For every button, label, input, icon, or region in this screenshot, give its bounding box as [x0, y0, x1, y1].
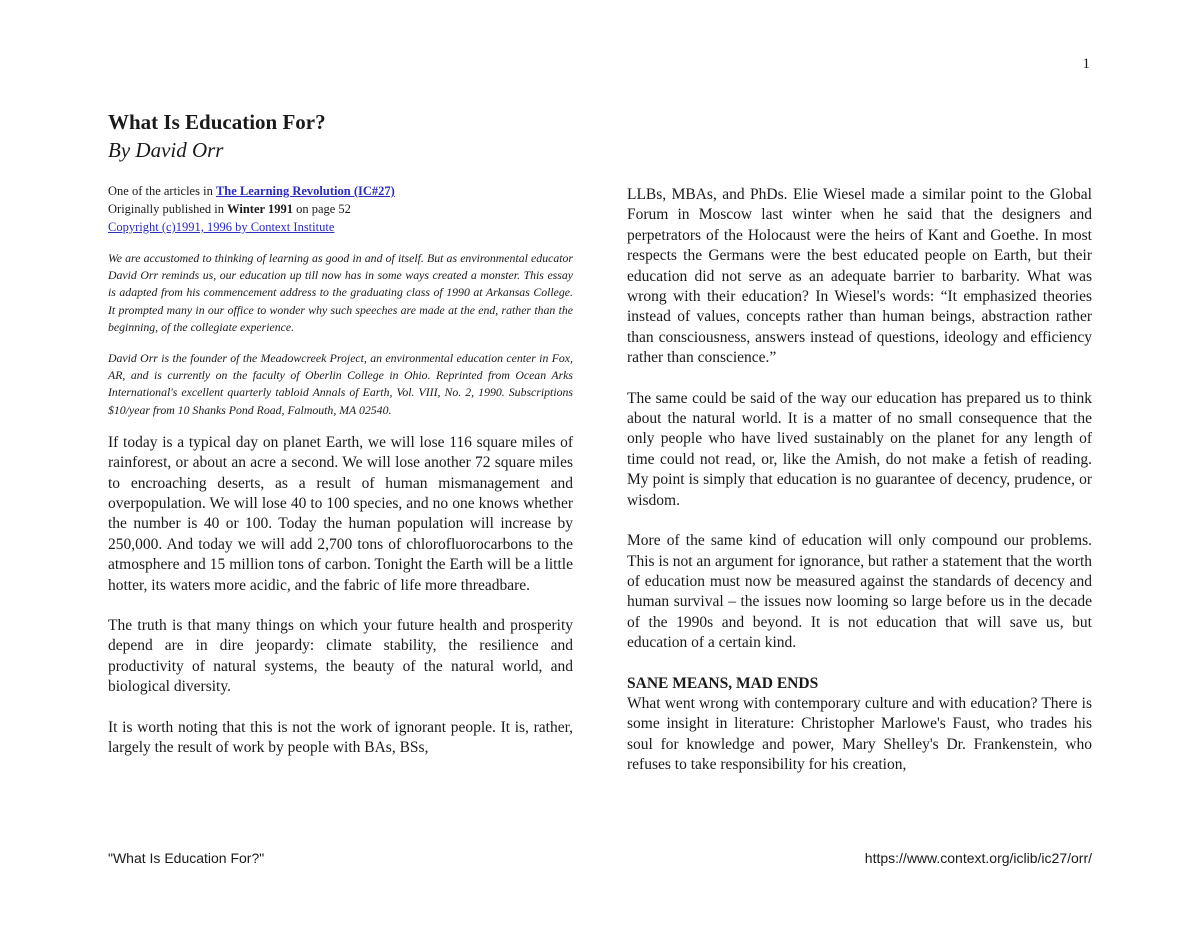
- body-paragraph: The truth is that many things on which your future health and prosperity depend are in dire jeopardy: climate stability, the resilience and productivity of natural systems, the beauty of the natural world, and biological diversity.: [108, 617, 573, 696]
- article-byline: By David Orr: [108, 138, 224, 162]
- left-column: [108, 108, 573, 779]
- published-line: [108, 200, 573, 218]
- footer-url: https://www.context.org/iclib/ic27/orr/: [864, 850, 1092, 866]
- body-paragraph: The same could be said of the way our education has prepared us to think about the natural world. It is a matter of no small consequence that the only people who have lived sustainably on the planet for any length of time could not read, or, like the Amish, do not make a fetish of reading. My point is simply that education is no guarantee of decency, prudence, or wisdom.: [627, 389, 1092, 509]
- published-date: Winter 1991: [227, 202, 293, 216]
- source-prefix: One of the articles in: [108, 184, 216, 198]
- body-paragraph: LLBs, MBAs, and PhDs. Elie Wiesel made a similar point to the Global Forum in Moscow last winter when he said that the designers and perpetrators of the Holocaust were the heirs of Kant and Goethe. In most respects the Germans were the best educated people on Earth, but their education did not serve as an adequate barrier to barbarity. What was wrong with their education? In Wiesel's words: “It emphasized theories instead of values, concepts rather than human beings, abstraction rather than consciousness, answers instead of questions, ideology and efficiency rather than conscience.”: [627, 186, 1092, 367]
- intro-blurb: We are accustomed to thinking of learning as good in and of itself. But as environmental educator David Orr reminds us, our education up till now has in some ways created a monster. This essay is adapted from his commencement address to the graduating class of 1990 at Arkansas College. It prompted many in our office to wonder why such speeches are made at the end, rather than the beginning, of the collegiate experience.: [108, 251, 573, 334]
- section-heading: SANE MEANS, MAD ENDS: [627, 674, 819, 692]
- published-prefix: Originally published in: [108, 202, 228, 216]
- author-bio-blurb: David Orr is the founder of the Meadowcreek Project, an environmental education center in Fox, AR, and is currently on the faculty of Oberlin College in Ohio. Reprinted from Ocean Arks International's excellent quarterly tabloid Annals of Earth, Vol. VIII, No. 2, 1990. Subscriptions $10/year from 10 Shanks Pond Road, Falmouth, MA 02540.: [108, 351, 573, 417]
- right-column: [627, 185, 1092, 796]
- article-source-line: [108, 182, 573, 200]
- article-title: What Is Education For?: [108, 110, 326, 134]
- body-paragraph: If today is a typical day on planet Earth, we will lose 116 square miles of rainforest, or about an acre a second. We will lose another 72 square miles to encroaching deserts, as a result of human mismanagement and overpopulation. We will lose 40 to 100 species, and no one knows whether the number is 40 or 100. Today the human population will increase by 250,000. And today we will add 2,700 tons of chlorofluorocarbons to the atmosphere and 15 million tons of carbon. Tonight the Earth will be a little hotter, its waters more acidic, and the fabric of life more threadbare.: [108, 433, 573, 594]
- footer-title: "What Is Education For?": [108, 850, 265, 866]
- learning-revolution-link[interactable]: The Learning Revolution (IC#27): [215, 184, 395, 198]
- body-paragraph: More of the same kind of education will only compound our problems. This is not an argument for ignorance, but rather a statement that the worth of education must now be measured against the standards of decency and human survival – the issues now looming so large before us in the decade of the 1990s and beyond. It is not education that will save us, but education of a certain kind.: [627, 532, 1092, 652]
- body-paragraph: What went wrong with contemporary culture and with education? There is some insight in literature: Christopher Marlowe's Faust, who trades his soul for knowledge and power, Mary Shelley's Dr. Frankenstein, who refuses to take responsibility for his creation,: [627, 694, 1092, 774]
- copyright-link[interactable]: Copyright (c)1991, 1996 by Context Institute: [108, 220, 335, 234]
- body-paragraph: It is worth noting that this is not the work of ignorant people. It is, rather, largely the result of work by people with BAs, BSs,: [108, 718, 573, 757]
- article-meta: [108, 182, 573, 236]
- page-number: 1: [1082, 56, 1090, 72]
- published-suffix: on page 52: [292, 202, 351, 216]
